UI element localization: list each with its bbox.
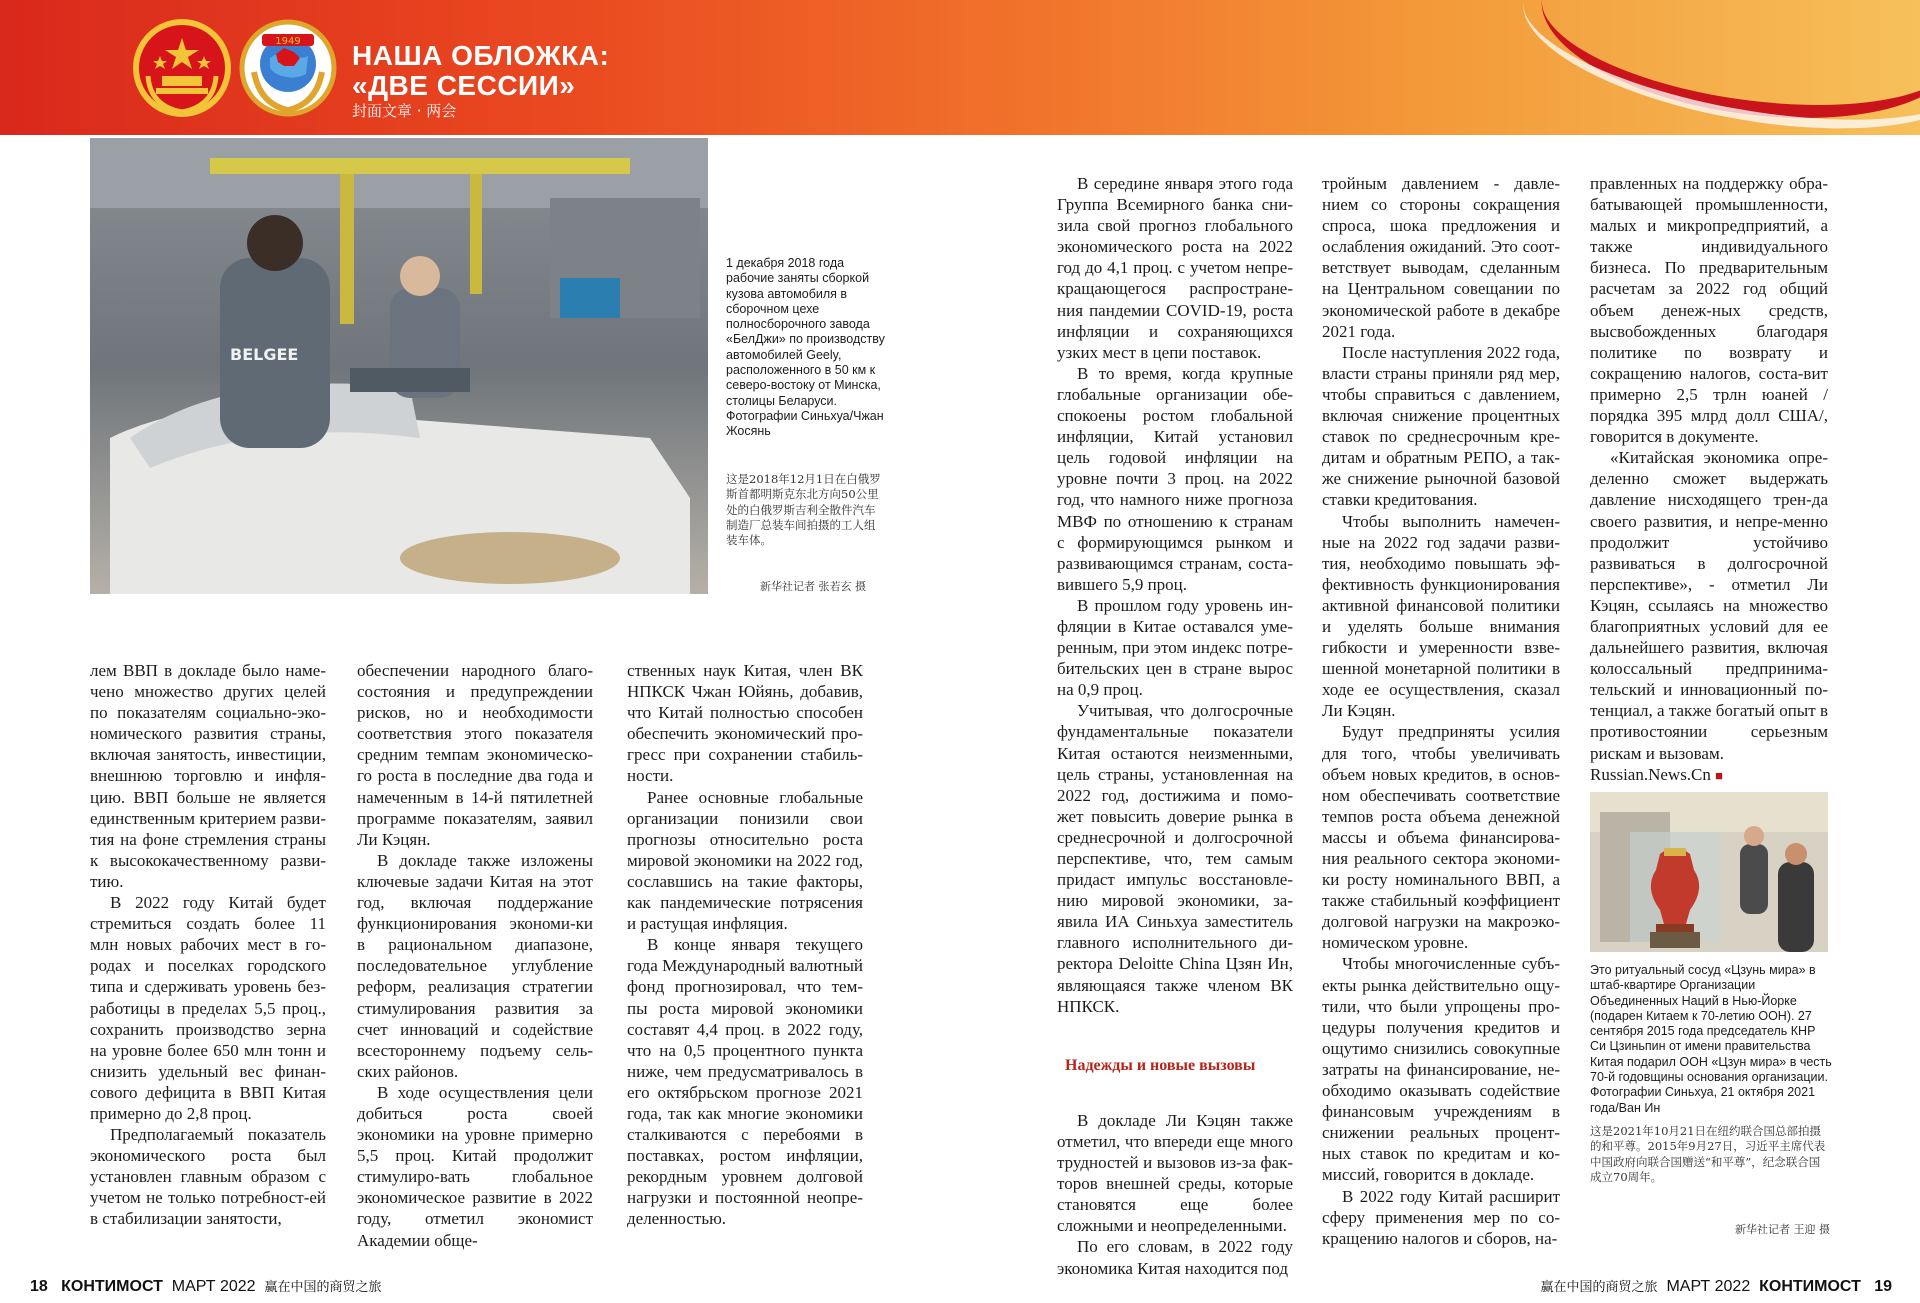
paragraph: В середине января этого года Группа Всемирного банка сни-зила свой прогноз глобального экономического роста на 2022 год до 4,1 проц. с учетом непре-кращающегося распростране-ния пандемии COVID-19, роста инфляции и сохраняющихся узких мест в цепи поставок. bbox=[1057, 174, 1293, 362]
national-emblem-icon bbox=[130, 16, 234, 120]
factory-photo bbox=[90, 138, 708, 594]
photo2-caption: Это ритуальный сосуд «Цзунь мира» в штаб-квартире Организации Объединенных Наций в Нью-Йорке (подарен Китаем к 70-летию ООН). 27 сентября 2015 года председатель КНР Си Цзиньпин от имени правительства Китая подарил ООН «Цзун мира» в честь 70-й годовщины основания организации. Фотографии Синьхуа, 21 октября 2021 года/Ван Ин bbox=[1590, 963, 1832, 1115]
magazine-brand-right: КОНТИМОСТ bbox=[1759, 1278, 1861, 1295]
cppcc-emblem-icon bbox=[236, 16, 340, 120]
paragraph: В 2022 году Китай будет стремиться создать более 11 млн новых рабочих мест в го-родах и поселках городского типа и сдерживать уровень без-работицы в пределах 5,5 проц., сохранить производство зерна на уровне более 650 млн тонн и снизить удельный вес финан-сового дефицита в ВВП Китая примерно до 2,8 проц. bbox=[90, 893, 326, 1123]
text-column-1 bbox=[90, 660, 326, 1230]
paragraph: правленных на поддержку обра-батывающей промышленности, малых и микропредприятий, а также индивидуального бизнеса. По предварительным расчетам за 2022 год общий объем денеж-ных средств, высвобожденных благодаря политике по возврату и сокращению налогов, соста-вит примерно 2,5 трлн юаней / порядка 395 млрд долл США/, говорится в документе. bbox=[1590, 174, 1828, 447]
paragraph: В прошлом году уровень ин-фляции в Китае оставался уме-ренным, при этом индекс потре-бительских цен в стране вырос на 0,9 проц. bbox=[1057, 595, 1293, 700]
paragraph: В 2022 году Китай расширит сферу применения мер по со-кращению налогов и сборов, на- bbox=[1322, 1186, 1560, 1248]
text-column-6 bbox=[1590, 173, 1828, 786]
paragraph: В докладе Ли Кэцян также отметил, что впереди еще много трудностей и вызовов из-за фак-торов внешней среды, которые становятся еще более сложными и неопределенными. bbox=[1057, 1110, 1293, 1236]
section-title-line1: НАША ОБЛОЖКА: bbox=[352, 40, 610, 71]
section-title-line2: «ДВЕ СЕССИИ» bbox=[352, 70, 576, 101]
paragraph: В ходе осуществления цели добиться роста своей экономики на уровне примерно 5,5 проц. Китай продолжит стимулиро-вать глобальное экономическое развитие в 2022 году, отметил экономист Академии обще- bbox=[357, 1082, 593, 1250]
page-number-left: 18 bbox=[30, 1278, 48, 1295]
photo1-caption-chinese: 这是2018年12月1日在白俄罗斯首都明斯克东北方向50公里处的白俄罗斯吉利全散件汽车制造厂总装车间拍摄的工人组装车体。 bbox=[726, 472, 881, 548]
text-column-3 bbox=[627, 660, 863, 1230]
emblem-year: 1949 bbox=[275, 36, 301, 47]
paragraph: Учитывая, что долгосрочные фундаментальные показатели Китая остаются неизменными, цель страны, установленная на 2022 год, достижима и помо-жет повысить доверие рынка в среднесрочной и долгосрочной перспективе, что, тем самым придаст импульс восстановле-нию мировой экономики, за-явила ИА Синьхуа заместитель главного исполнительного ди-ректора Deloitte China Цзян Ин, являющаяся также членом ВК НПКСК. bbox=[1057, 701, 1293, 1016]
text-column-2 bbox=[357, 660, 593, 1251]
issue-date-right: МАРТ 2022 bbox=[1666, 1278, 1751, 1295]
paragraph: лем ВВП в докладе было наме-чено множество других целей по показателям социально-эко-номического развития страны, включая занятость, инвестиции, внешнюю торговлю и инфля-цию. ВВП больше не является единственным критерием разви-тия на фоне стремления страны к высококачественному разви-тию. bbox=[90, 661, 326, 891]
flag-decoration-stripe bbox=[1510, 0, 1920, 135]
paragraph: В докладе также изложены ключевые задачи Китая на этот год, включая поддержание функционирования экономи-ки в рациональном диапазоне, последовательное углубление реформ, реализация стратегии стимулирования развития за счет инноваций и содействие всестороннему подъему сель-ских районов. bbox=[357, 850, 593, 1081]
text-column-4 bbox=[1057, 173, 1293, 1279]
photo1-caption: 1 декабря 2018 года рабочие заняты сборкой кузова автомобиля в сборочном цехе полносборочного завода «БелДжи» по производству автомобилей Geely, расположенного в 50 км к северо-востоку от Минска, столицы Беларуси. Фотографии Синьхуа/Чжан Жосянь bbox=[726, 256, 885, 439]
paragraph: обеспечении народного благо-состояния и предупреждении рисков, но и необходимости соответствия этого показателя средним темпам экономическо-го роста в последние два года и намеченным в 14-й пятилетней программе показателям, заявил Ли Кэцян. bbox=[357, 661, 593, 849]
end-mark: ■ bbox=[1715, 767, 1724, 783]
photo1-credit: 新华社记者 张若玄 摄 bbox=[760, 580, 866, 593]
slogan-left: 赢在中国的商贸之旅 bbox=[264, 1280, 382, 1295]
footer-left bbox=[30, 1276, 381, 1296]
issue-date-left: МАРТ 2022 bbox=[171, 1278, 256, 1295]
section-subtitle: 封面文章 · 两会 bbox=[352, 102, 457, 120]
paragraph: Будут предприняты усилия для того, чтобы увеличивать объем новых кредитов, в основ-ном обеспечивать соответствие темпов роста объема денежной массы и объема финансирова-ния реального сектора экономи-ки росту номинального ВВП, а также стабильный коэффициент долговой нагрузки на макроэко-номическом уровне. bbox=[1322, 722, 1560, 953]
paragraph: ственных наук Китая, член ВК НПКСК Чжан Юйянь, добавив, что Китай полностью способен обеспечить экономический про-гресс при сохранении стабиль-ности. bbox=[627, 661, 863, 786]
page-number-right: 19 bbox=[1874, 1278, 1892, 1295]
magazine-brand-left: КОНТИМОСТ bbox=[61, 1278, 163, 1295]
vase-photo bbox=[1590, 792, 1828, 952]
paragraph: Предполагаемый показатель экономического роста был установлен главным образом с учетом не только потребност-ей в стабилизации занятости, bbox=[90, 1125, 326, 1229]
text-column-5 bbox=[1322, 173, 1560, 1249]
photo2-credit: 新华社记者 王迎 摄 bbox=[1735, 1223, 1830, 1236]
slogan-right: 赢在中国的商贸之旅 bbox=[1540, 1280, 1658, 1295]
header-banner bbox=[0, 0, 1920, 135]
subsection-heading: Надежды и новые вызовы bbox=[1065, 1056, 1256, 1074]
paragraph: В конце января текущего года Международный валютный фонд прогнозировал, что тем-пы роста мировой экономики составят 4,4 проц. в 2022 году, что на 0,5 процентного пункта ниже, чем предусматривалось в его октябрьском прогнозе 2021 года, так как многие экономики сталкиваются с перебоями в поставках, ростом инфляции, рекордным уровнем долговой нагрузки и постоянной неопре-деленностью. bbox=[627, 935, 863, 1229]
article-signature bbox=[1590, 764, 1828, 786]
paragraph: По его словам, в 2022 году экономика Китая находится под bbox=[1057, 1237, 1293, 1278]
paragraph: После наступления 2022 года, власти страны приняли ряд мер, чтобы справиться с давлением, включая снижение процентных ставок по среднесрочным кре-дитам и обратным РЕПО, а так-же снижение рыночной базовой ставки кредитования. bbox=[1322, 342, 1560, 510]
paragraph: Ранее основные глобальные организации понизили свои прогнозы относительно роста мировой экономики на 2022 год, сославшись на такие факторы, как пандемические потрясения и растущая инфляция. bbox=[627, 787, 863, 934]
paragraph: Чтобы выполнить намечен-ные на 2022 год задачи разви-тия, необходимо повышать эф-фективность функционирования активной финансовой политики и уделять больше внимания гибкости и умеренности взве-шенной монетарной политики в ходе ее осуществления, сказал Ли Кэцян. bbox=[1322, 511, 1560, 721]
photo2-caption-chinese: 这是2021年10月21日在纽约联合国总部拍摄的和平尊。2015年9月27日，习近平主席代表中国政府向联合国赠送“和平尊”，纪念联合国成立70周年。 bbox=[1590, 1124, 1826, 1184]
paragraph: тройным давлением - давле-нием со стороны сокращения спроса, шока предложения и ослабления ожиданий. Это соот-ветствует выводам, сделанным на Центральном совещании по экономической работе в декабре 2021 года. bbox=[1322, 174, 1560, 341]
jacket-logo-text: BELGEE bbox=[230, 345, 299, 364]
footer-right bbox=[1541, 1276, 1892, 1296]
paragraph: В то время, когда крупные глобальные организации обе-спокоены ростом глобальной инфляции, Китай установил цель годовой инфляции на уровне почти 3 проц. на 2022 год, что намного ниже прогноза МВФ по отношению к странам с формирующимся рынком и развивающимся странам, соста-вившего 5,9 проц. bbox=[1057, 363, 1293, 594]
paragraph: «Китайская экономика опре-деленно сможет выдержать давление нисходящего трен-да своего развития, и непре-менно продолжит устойчиво развиваться в долгосрочной перспективе», - отметил Ли Кэцян, ссылаясь на множество благоприятных условий для ее дальнейшего развития, включая колоссальный предпринима-тельский и инновационный по-тенциал, а также богатый опыт в противостоянии серьезным рискам и вызовам. bbox=[1590, 448, 1828, 763]
paragraph: Чтобы многочисленные субъ-екты рынка действительно ощу-тили, что были упрощены про-цедуры получения кредитов и ощутимо снизились совокупные затраты на финансирование, не-обходимо оказывать содействие финансовым учреждениям в снижении реальных процент-ных ставок по кредитам и ко-миссий, говорится в докладе. bbox=[1322, 954, 1560, 1185]
signature-text: Russian.News.Cn bbox=[1590, 764, 1711, 784]
